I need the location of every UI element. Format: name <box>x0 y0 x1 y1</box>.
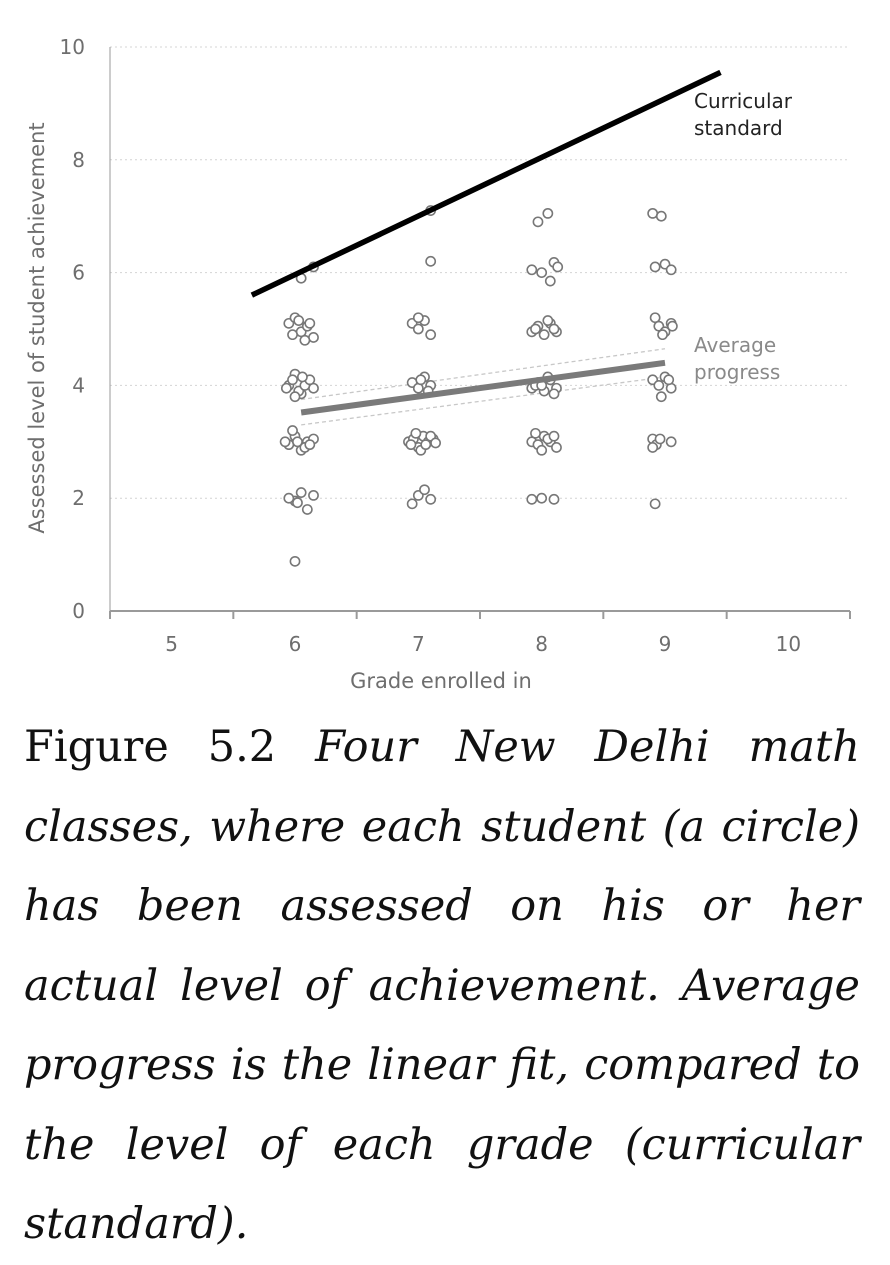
x-tick-label-10: 10 <box>775 632 802 656</box>
data-point <box>553 262 562 271</box>
data-point <box>537 446 546 455</box>
data-point <box>303 505 312 514</box>
data-point <box>549 432 558 441</box>
data-point <box>540 330 549 339</box>
data-point <box>288 330 297 339</box>
figure-label: Figure 5.2 <box>24 722 277 772</box>
x-tick-label-8: 8 <box>535 632 549 656</box>
data-point <box>658 330 667 339</box>
data-point <box>406 440 415 449</box>
data-point <box>414 324 423 333</box>
data-point <box>667 265 676 274</box>
x-tick-label-9: 9 <box>658 632 672 656</box>
curricular-standard-label-line2: standard <box>694 116 783 140</box>
data-point <box>664 375 673 384</box>
curricular-standard-label-line1: Curricular <box>694 89 792 113</box>
x-tick-label-6: 6 <box>288 632 302 656</box>
data-point <box>657 212 666 221</box>
data-point <box>420 485 429 494</box>
data-point <box>537 268 546 277</box>
figure-caption <box>24 708 860 1265</box>
data-point <box>305 319 314 328</box>
data-point <box>549 389 558 398</box>
figure-caption-text: Four New Delhi math classes, where each student (a circle) has been assessed on his or her actual level of achievement. Average progress is the linear fit, compared to the level of each grade (curricular standard). <box>24 722 860 1249</box>
data-point <box>293 498 302 507</box>
data-point <box>426 330 435 339</box>
data-point <box>284 494 293 503</box>
data-point <box>533 217 542 226</box>
data-point <box>527 495 536 504</box>
data-point <box>293 437 302 446</box>
data-point <box>531 324 540 333</box>
data-point <box>651 499 660 508</box>
data-point <box>543 209 552 218</box>
data-point <box>527 265 536 274</box>
data-point <box>282 384 291 393</box>
data-point <box>290 557 299 566</box>
data-point <box>648 443 657 452</box>
data-point <box>309 491 318 500</box>
data-point <box>297 488 306 497</box>
trend-lines <box>252 72 721 412</box>
data-point <box>309 333 318 342</box>
data-point <box>543 316 552 325</box>
average-progress-line <box>301 363 665 413</box>
data-point <box>288 375 297 384</box>
data-point <box>281 437 290 446</box>
y-tick-label-0: 0 <box>72 599 85 623</box>
average-progress-label-line2: progress <box>694 360 781 384</box>
y-axis-label: Assessed level of student achievement <box>25 122 49 534</box>
data-point <box>416 375 425 384</box>
data-point <box>546 276 555 285</box>
data-point <box>537 494 546 503</box>
y-tick-label-4: 4 <box>72 373 85 398</box>
data-point <box>290 392 299 401</box>
x-tick-label-7: 7 <box>411 632 425 656</box>
data-point <box>549 324 558 333</box>
data-point <box>654 381 663 390</box>
data-point <box>552 443 561 452</box>
data-point <box>414 313 423 322</box>
data-point <box>411 429 420 438</box>
confidence-band-lower <box>301 377 665 425</box>
y-tick-label-6: 6 <box>72 260 85 285</box>
y-tick-label-2: 2 <box>72 486 85 511</box>
data-point <box>549 495 558 504</box>
data-point <box>426 495 435 504</box>
data-point <box>305 440 314 449</box>
data-point <box>531 429 540 438</box>
x-axis-label: Grade enrolled in <box>350 669 532 693</box>
data-point <box>667 437 676 446</box>
x-tick-label-5: 5 <box>165 632 179 656</box>
data-point <box>651 262 660 271</box>
y-tick-label-8: 8 <box>72 147 85 172</box>
data-point <box>300 336 309 345</box>
average-progress-label-line1: Average <box>694 333 777 357</box>
data-point <box>668 322 677 331</box>
data-point <box>408 499 417 508</box>
data-point <box>288 426 297 435</box>
gridlines <box>110 47 850 498</box>
data-point <box>426 257 435 266</box>
data-point <box>294 316 303 325</box>
data-point <box>421 440 430 449</box>
data-point <box>657 392 666 401</box>
data-point <box>431 438 440 447</box>
data-point <box>655 434 664 443</box>
tick-labels <box>60 35 802 656</box>
curricular-standard-line <box>252 72 721 295</box>
data-point <box>298 372 307 381</box>
confidence-band-upper <box>301 349 665 400</box>
y-tick-label-10: 10 <box>59 35 85 59</box>
data-point <box>648 209 657 218</box>
